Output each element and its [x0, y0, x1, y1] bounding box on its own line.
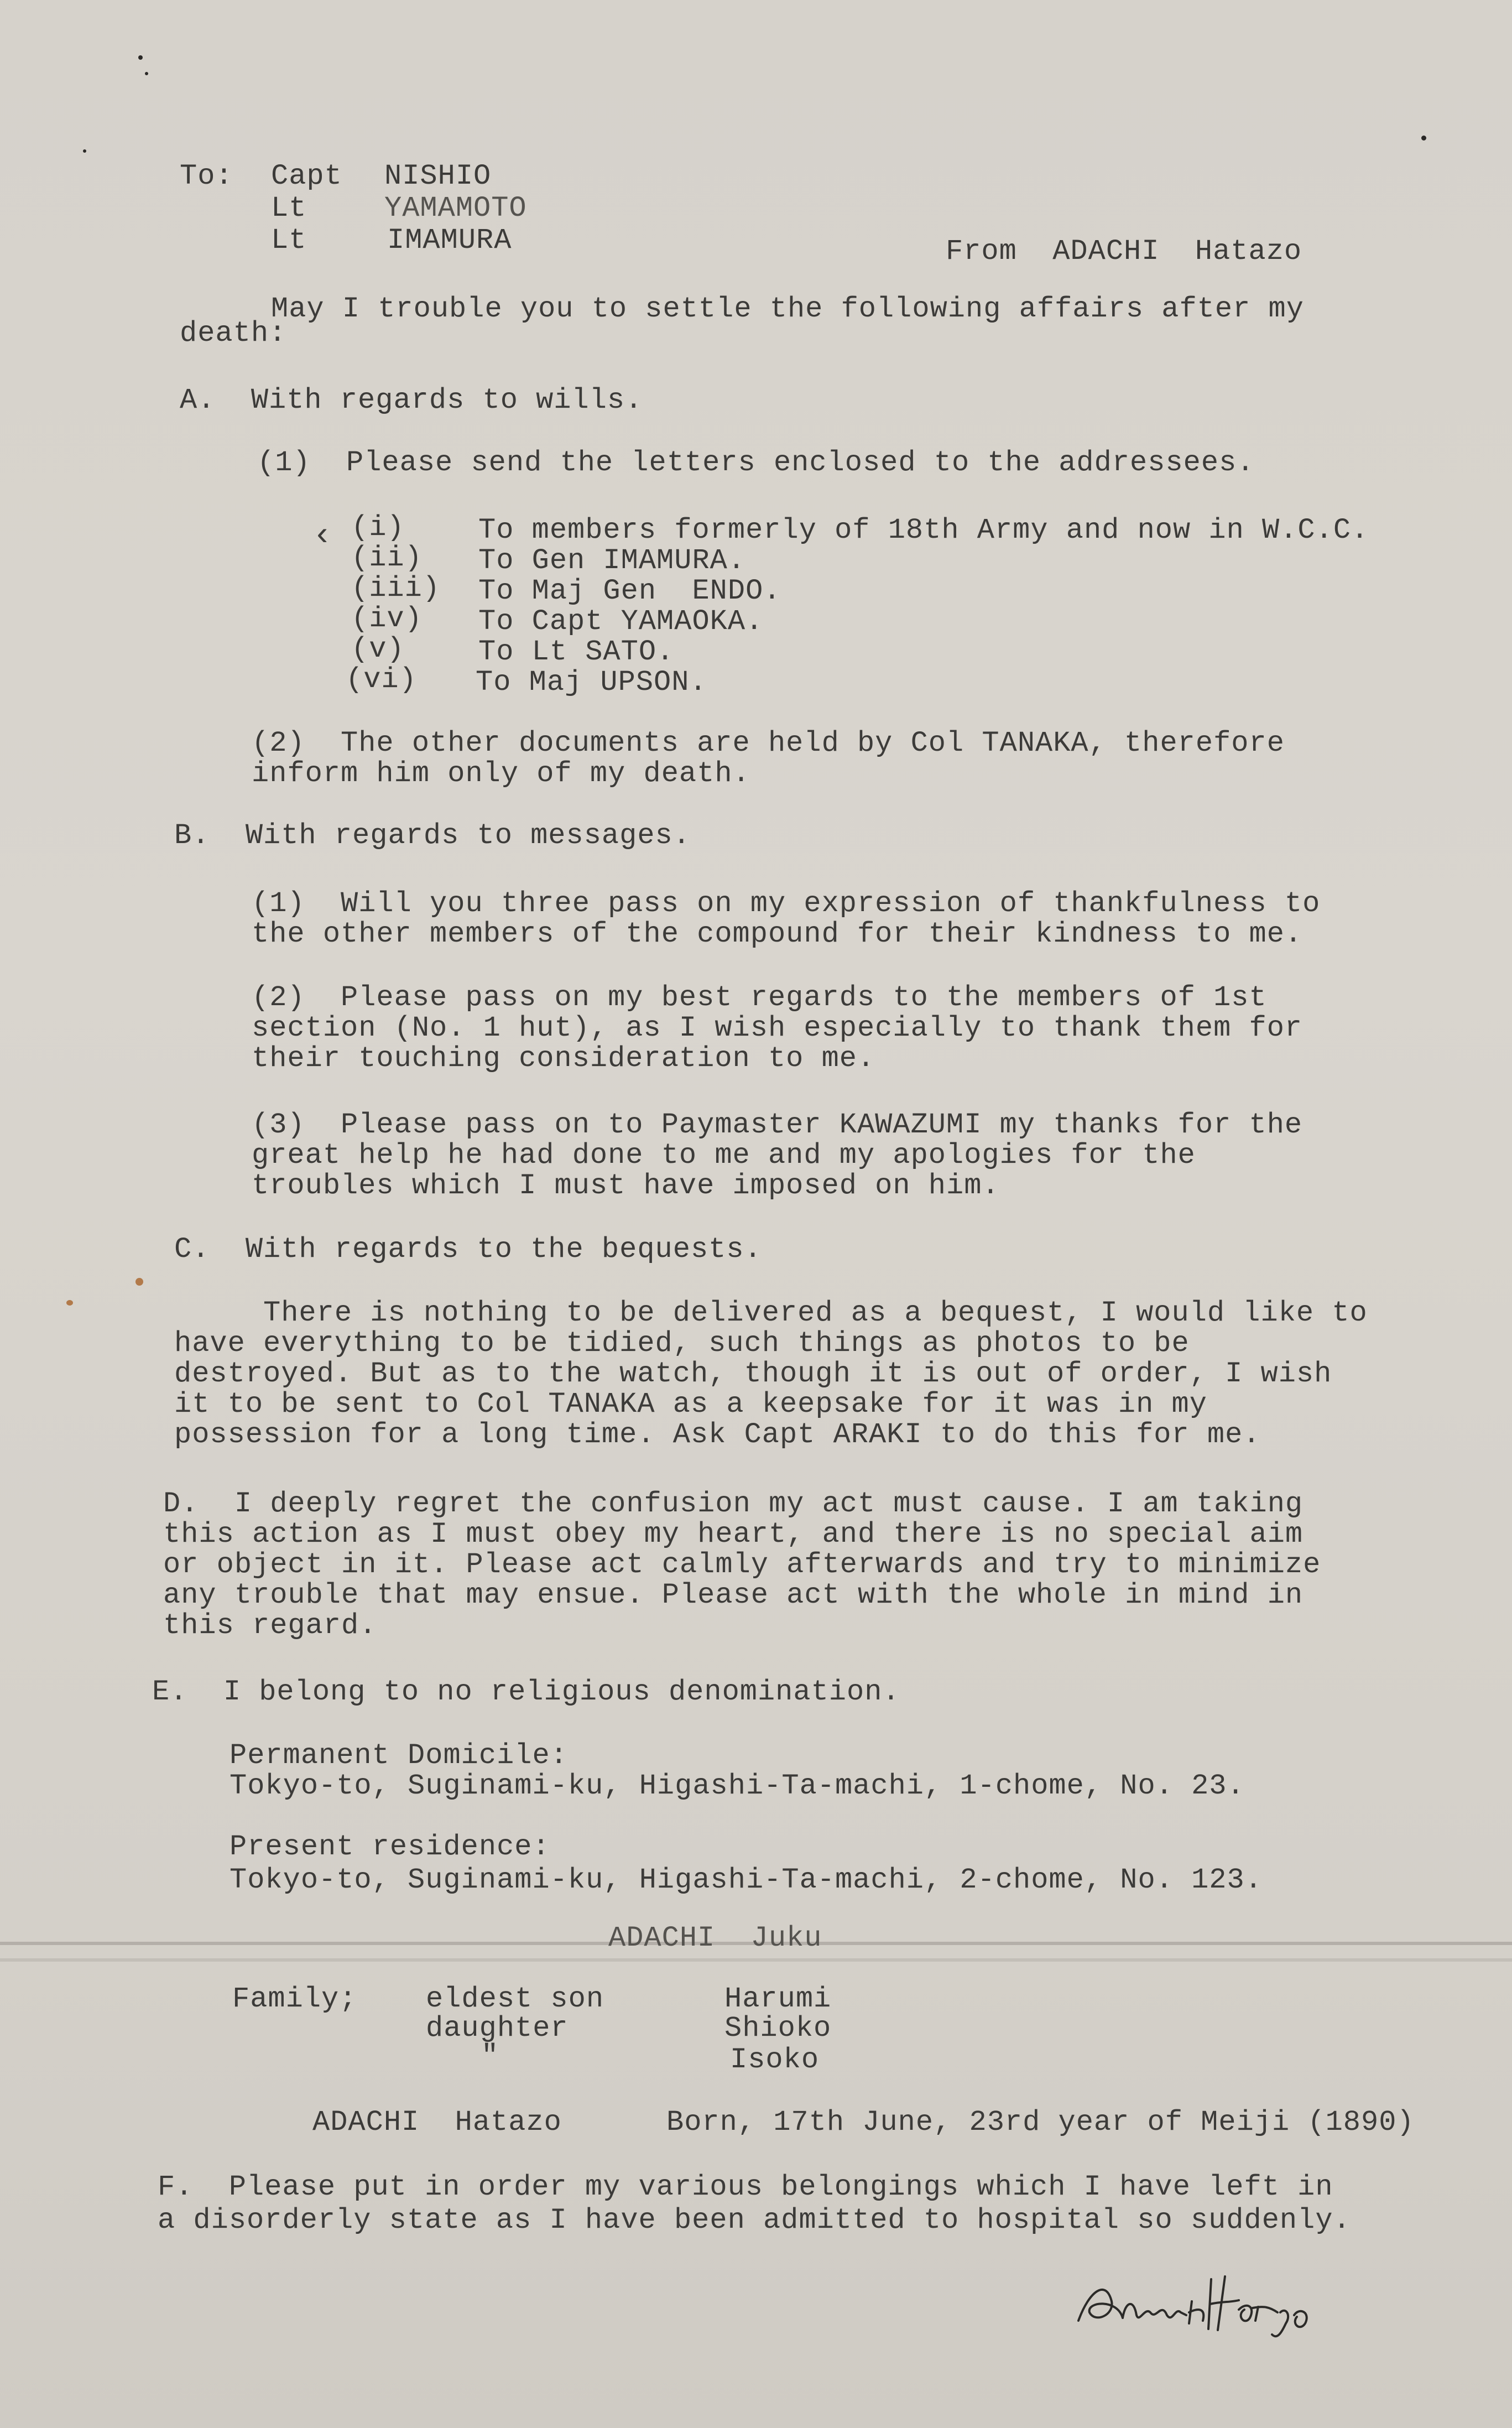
section-f-line: F. Please put in order my various belongings which I have left in [158, 2171, 1333, 2203]
section-a-item-1: (1) Please send the letters enclosed to the addressees. [257, 446, 1255, 479]
section-b-item-3: (3) Please pass on to Paymaster KAWAZUMI my thanks for the [252, 1109, 1303, 1141]
section-c-line: have everything to be tidied, such things as photos to be [174, 1327, 1190, 1360]
sub-item-num: (i) [351, 511, 405, 544]
recipient-rank: Lt [271, 224, 307, 257]
paper-speck [138, 55, 143, 60]
section-c-line: destroyed. But as to the watch, though it is out of order, I wish [174, 1358, 1332, 1390]
domicile-value: Tokyo-to, Suginami-ku, Higashi-Ta-machi, 1-chome, No. 23. [230, 1770, 1245, 1802]
section-a-item-2: (2) The other documents are held by Col TANAKA, therefore [252, 727, 1285, 760]
section-d-line: D. I deeply regret the confusion my act must cause. I am taking [163, 1488, 1304, 1520]
section-d-line: any trouble that may ensue. Please act with the whole in mind in [163, 1579, 1304, 1611]
section-b-item-3: great help he had done to me and my apologies for the [252, 1139, 1196, 1172]
residence-value: Tokyo-to, Suginami-ku, Higashi-Ta-machi, 2-chome, No. 123. [230, 1864, 1263, 1896]
section-e-heading: E. I belong to no religious denomination. [152, 1676, 900, 1708]
sub-item-num: (iv) [351, 602, 423, 635]
residence-label: Present residence: [230, 1831, 550, 1863]
section-b-item-1: the other members of the compound for their kindness to me. [252, 918, 1303, 950]
domicile-label: Permanent Domicile: [230, 1739, 568, 1772]
juku-name: ADACHI Juku [608, 1922, 822, 1954]
paper-speck [145, 72, 148, 75]
sub-item-num: (v) [351, 633, 405, 666]
section-c-line: it to be sent to Col TANAKA as a keepsake for it was in my [174, 1388, 1207, 1421]
handwritten-signature [1073, 2268, 1338, 2346]
paper-fold [0, 1958, 1512, 1962]
paper-speck [66, 1300, 73, 1306]
section-b-item-2: (2) Please pass on my best regards to the members of 1st [252, 981, 1267, 1014]
born-date: Born, 17th June, 23rd year of Meiji (1890) [666, 2106, 1415, 2139]
intro-line: May I trouble you to settle the following affairs after my [271, 293, 1304, 325]
paper-speck [83, 149, 86, 153]
paper-speck [135, 1278, 143, 1286]
recipient-name: IMAMURA [387, 224, 512, 257]
recipient-rank: Lt [271, 192, 307, 225]
sub-item-num: (vi) [346, 663, 417, 696]
section-f-line: a disorderly state as I have been admitted to hospital so suddenly. [158, 2204, 1351, 2237]
section-c-line: There is nothing to be delivered as a bequest, I would like to [174, 1297, 1368, 1329]
recipient-name: NISHIO [384, 160, 492, 193]
section-d-line: this action as I must obey my heart, and there is no special aim [163, 1518, 1304, 1551]
section-b-item-3: troubles which I must have imposed on him. [252, 1169, 1000, 1202]
family-member: Harumi [724, 1983, 832, 2015]
born-name: ADACHI Hatazo [312, 2106, 562, 2139]
section-b-item-2: their touching consideration to me. [252, 1042, 875, 1075]
family-relation: daughter [426, 2012, 569, 2045]
sub-item-text: To Lt SATO. [478, 636, 675, 668]
section-a-heading: A. With regards to wills. [180, 384, 643, 417]
section-b-item-1: (1) Will you three pass on my expression of thankfulness to [252, 887, 1321, 920]
family-label: Family; [232, 1983, 357, 2015]
section-b-item-2: section (No. 1 hut), as I wish especially to thank them for [252, 1012, 1303, 1044]
to-label: To: [180, 160, 233, 193]
section-b-heading: B. With regards to messages. [174, 819, 691, 852]
family-relation: eldest son [426, 1983, 604, 2015]
sub-item-text: To Maj UPSON. [476, 666, 707, 699]
intro-line: death: [180, 317, 287, 350]
sub-item-text: To Maj Gen ENDO. [478, 575, 781, 607]
section-d-line: or object in it. Please act calmly afterwards and try to minimize [163, 1548, 1321, 1581]
paper-speck [1421, 136, 1426, 141]
section-c-heading: C. With regards to the bequests. [174, 1233, 762, 1266]
section-a-item-2: inform him only of my death. [252, 757, 750, 790]
sub-item-text: To members formerly of 18th Army and now in W.C.C. [478, 514, 1369, 547]
from-line: From ADACHI Hatazo [946, 235, 1302, 268]
recipient-name: YAMAMOTO [384, 192, 527, 225]
section-d-line: this regard. [163, 1609, 377, 1642]
sub-item-text: To Gen IMAMURA. [478, 544, 746, 577]
tick-mark-icon: ‹ [312, 517, 333, 555]
sub-item-num: (iii) [351, 572, 441, 605]
sub-item-num: (ii) [351, 542, 423, 574]
family-relation: " [481, 2040, 499, 2072]
family-member: Isoko [730, 2044, 820, 2076]
recipient-rank: Capt [271, 160, 342, 193]
section-c-line: possession for a long time. Ask Capt ARAKI to do this for me. [174, 1418, 1261, 1451]
family-member: Shioko [724, 2012, 832, 2045]
sub-item-text: To Capt YAMAOKA. [478, 605, 764, 638]
